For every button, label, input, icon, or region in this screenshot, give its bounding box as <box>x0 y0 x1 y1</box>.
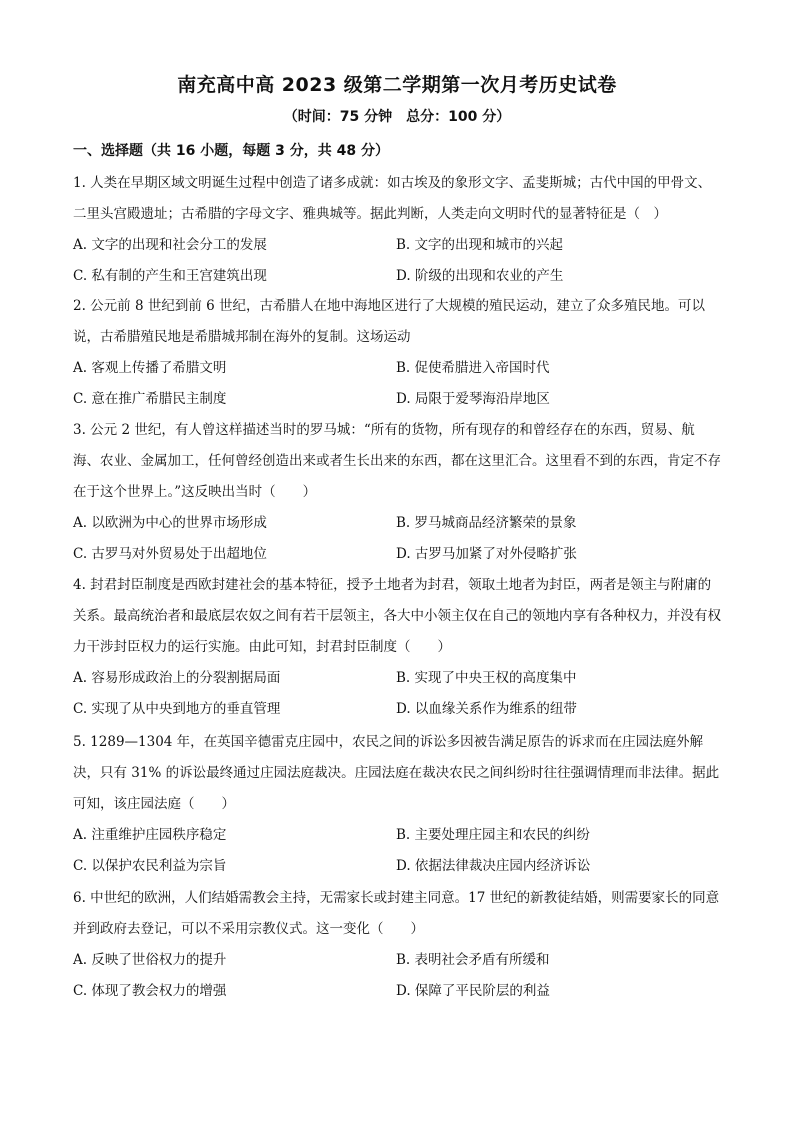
question-1 <box>73 168 721 292</box>
question-4 <box>73 570 721 725</box>
exam-title: 南充高中高 2023 级第二学期第一次月考历史试卷 <box>177 74 617 96</box>
option-a: A. 文字的出现和社会分工的发展 <box>73 237 267 253</box>
question-5 <box>73 727 721 882</box>
option-a: A. 反映了世俗权力的提升 <box>73 952 227 968</box>
question-options <box>73 945 721 1007</box>
option-d: D. 依据法律裁决庄园内经济诉讼 <box>396 858 591 874</box>
option-b: B. 实现了中央王权的高度集中 <box>396 670 577 686</box>
option-c: C. 意在推广希腊民主制度 <box>73 391 227 407</box>
question-stem: 4. 封君封臣制度是西欧封建社会的基本特征，授予土地者为封君，领取土地者为封臣，两者是领主与附庸的关系。最高统治者和最底层农奴之间有若干层领主，各大中小领主仅在自己的领地内享有各种权力，并没有权力干涉封臣权力的运行实施。由此可知，封君封臣制度（ ） <box>73 577 721 655</box>
option-c: C. 体现了教会权力的增强 <box>73 983 227 999</box>
question-stem: 3. 公元 2 世纪，有人曾这样描述当时的罗马城：“所有的货物，所有现存的和曾经存在的东西，贸易、航海、农业、金属加工，任何曾经创造出来或者生长出来的东西，都在这里汇合。这里看不到的东西，肯定不存在于这个世界上。”这反映出当时（ ） <box>73 422 721 500</box>
section-heading: 一、选择题（共 16 小题，每题 3 分，共 48 分） <box>73 143 389 159</box>
question-3 <box>73 415 721 570</box>
option-b: B. 表明社会矛盾有所缓和 <box>396 952 550 968</box>
question-6 <box>73 883 721 1007</box>
option-c: C. 古罗马对外贸易处于出超地位 <box>73 546 267 562</box>
question-options <box>73 820 721 882</box>
option-b: B. 主要处理庄园主和农民的纠纷 <box>396 827 591 843</box>
option-d: D. 以血缘关系作为维系的纽带 <box>396 701 577 717</box>
option-c: C. 私有制的产生和王宫建筑出现 <box>73 268 267 284</box>
option-a: A. 容易形成政治上的分裂割据局面 <box>73 670 281 686</box>
option-d: D. 古罗马加紧了对外侵略扩张 <box>396 546 577 562</box>
option-a: A. 注重维护庄园秩序稳定 <box>73 827 227 843</box>
option-b: B. 促使希腊进入帝国时代 <box>396 360 550 376</box>
question-options <box>73 508 721 570</box>
option-b: B. 文字的出现和城市的兴起 <box>396 237 564 253</box>
option-a: A. 客观上传播了希腊文明 <box>73 360 227 376</box>
option-d: D. 局限于爱琴海沿岸地区 <box>396 391 550 407</box>
question-stem: 6. 中世纪的欧洲，人们结婚需教会主持，无需家长或封建主同意。17 世纪的新教徒结婚，则需要家长的同意并到政府去登记，可以不采用宗教仪式。这一变化（ ） <box>73 890 720 937</box>
option-d: D. 阶级的出现和农业的产生 <box>396 268 564 284</box>
option-c: C. 实现了从中央到地方的垂直管理 <box>73 701 281 717</box>
question-options <box>73 353 721 415</box>
question-stem: 5. 1289—1304 年，在英国辛德雷克庄园中，农民之间的诉讼多因被告满足原告的诉求而在庄园法庭外解决，只有 31% 的诉讼最终通过庄园法庭裁决。庄园法庭在裁决农民之间纠纷时往往强调情理而非法律。据此可知，该庄园法庭（ ） <box>73 734 720 812</box>
question-options <box>73 663 721 725</box>
option-b: B. 罗马城商品经济繁荣的景象 <box>396 515 577 531</box>
question-stem: 2. 公元前 8 世纪到前 6 世纪，古希腊人在地中海地区进行了大规模的殖民运动，建立了众多殖民地。可以说，古希腊殖民地是希腊城邦制在海外的复制。这场运动 <box>73 298 706 345</box>
option-a: A. 以欧洲为中心的世界市场形成 <box>73 515 267 531</box>
question-stem: 1. 人类在早期区域文明诞生过程中创造了诸多成就：如古埃及的象形文字、孟斐斯城；古代中国的甲骨文、二里头宫殿遗址；古希腊的字母文字、雅典城等。据此判断，人类走向文明时代的显著特征是（ ） <box>73 175 712 222</box>
option-c: C. 以保护农民利益为宗旨 <box>73 858 227 874</box>
question-options <box>73 230 721 292</box>
question-2 <box>73 291 721 415</box>
option-d: D. 保障了平民阶层的利益 <box>396 983 550 999</box>
exam-subtitle: （时间：75 分钟 总分：100 分） <box>283 109 511 125</box>
